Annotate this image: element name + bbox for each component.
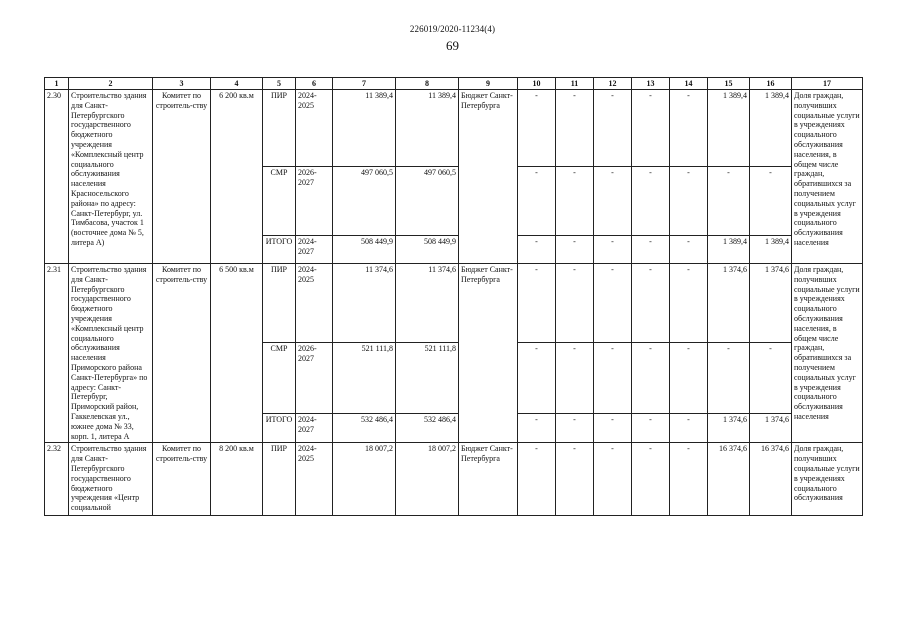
column-header: 14: [670, 78, 708, 90]
amount: -: [594, 167, 632, 236]
period: 2026-2027: [296, 167, 333, 236]
amount: -: [632, 90, 670, 167]
result-indicator: Доля граждан, получивших социальные услуги в учреждениях социального обслуживания: [792, 443, 863, 516]
stage: ИТОГО: [263, 236, 296, 264]
amount: -: [670, 443, 708, 516]
amount: -: [594, 236, 632, 264]
document-number: 226019/2020-11234(4): [409, 24, 496, 34]
column-header: 1: [45, 78, 69, 90]
amount: 1 374,6: [750, 414, 792, 443]
capacity: 8 200 кв.м: [211, 443, 263, 516]
period: 2024-2025: [296, 90, 333, 167]
column-header: 15: [708, 78, 750, 90]
amount: -: [518, 414, 556, 443]
total-amount: 497 060,5: [333, 167, 396, 236]
amount: -: [750, 167, 792, 236]
amount: -: [632, 414, 670, 443]
funding-source: Бюджет Санкт-Петербурга: [459, 90, 518, 264]
stage: ПИР: [263, 264, 296, 343]
row-number: 2.30: [45, 90, 69, 264]
amount: -: [556, 414, 594, 443]
amount: -: [556, 167, 594, 236]
column-header: 7: [333, 78, 396, 90]
amount: 1 389,4: [750, 236, 792, 264]
amount: -: [594, 264, 632, 343]
table-row: [45, 264, 863, 343]
stage: СМР: [263, 167, 296, 236]
amount: -: [632, 236, 670, 264]
table-row: [45, 443, 863, 516]
column-header: 16: [750, 78, 792, 90]
amount: -: [594, 343, 632, 414]
object-name: Строительство здания для Санкт-Петербургского государственного бюджетного учреждения «Центр социальной: [69, 443, 153, 516]
column-header: 8: [396, 78, 459, 90]
stage: ПИР: [263, 90, 296, 167]
amount: -: [632, 264, 670, 343]
amount: 521 111,8: [396, 343, 459, 414]
amount: -: [594, 90, 632, 167]
amount: -: [594, 414, 632, 443]
total-amount: 11 389,4: [333, 90, 396, 167]
amount: -: [670, 343, 708, 414]
column-header: 3: [153, 78, 211, 90]
amount: -: [518, 264, 556, 343]
page-number: 69: [446, 38, 459, 53]
header-row: [45, 78, 863, 90]
period: 2024-2027: [296, 414, 333, 443]
object-name: Строительство здания для Санкт-Петербургского государственного бюджетного учреждения «Комплексный центр социального обслуживания населения Приморского района Санкт-Петербурга» по адресу: Санкт-Петербург, Приморский район, Гаккелевская ул., южнее дома № 33, корп. 1, литера А: [69, 264, 153, 443]
amount: 508 449,9: [396, 236, 459, 264]
customer: Комитет по строитель-ству: [153, 443, 211, 516]
capacity: 6 200 кв.м: [211, 90, 263, 264]
column-header: 6: [296, 78, 333, 90]
funding-source: Бюджет Санкт-Петербурга: [459, 264, 518, 443]
total-amount: 508 449,9: [333, 236, 396, 264]
amount: -: [556, 264, 594, 343]
row-number: 2.32: [45, 443, 69, 516]
total-amount: 521 111,8: [333, 343, 396, 414]
amount: -: [556, 343, 594, 414]
period: 2024-2027: [296, 236, 333, 264]
stage: СМР: [263, 343, 296, 414]
amount: -: [670, 264, 708, 343]
column-header: 17: [792, 78, 863, 90]
result-indicator: Доля граждан, получивших социальные услуги в учреждениях социального обслуживания населения, в общем числе граждан, обратившихся за получением социальных услуг в учреждения социального обслуживания населения: [792, 264, 863, 443]
object-name: Строительство здания для Санкт-Петербургского государственного бюджетного учреждения «Комплексный центр социального обслуживания населения Красносельского района» по адресу: Санкт-Петербург, ул. Тимбасова, участок 1 (восточнее дома № 5, литера А): [69, 90, 153, 264]
amount: -: [518, 90, 556, 167]
amount: -: [670, 414, 708, 443]
amount: -: [708, 167, 750, 236]
amount: 1 389,4: [708, 90, 750, 167]
total-amount: 11 374,6: [333, 264, 396, 343]
amount: -: [632, 167, 670, 236]
amount: -: [670, 167, 708, 236]
result-indicator: Доля граждан, получивших социальные услуги в учреждениях социального обслуживания населения, в общем числе граждан, обратившихся за получением социальных услуг в учреждения социального обслуживания населения: [792, 90, 863, 264]
amount: -: [518, 167, 556, 236]
amount: -: [708, 343, 750, 414]
funding-source: Бюджет Санкт-Петербурга: [459, 443, 518, 516]
amount: -: [750, 343, 792, 414]
table-row: [45, 90, 863, 167]
column-header: 4: [211, 78, 263, 90]
capacity: 6 500 кв.м: [211, 264, 263, 443]
column-header: 10: [518, 78, 556, 90]
total-amount: 532 486,4: [333, 414, 396, 443]
amount: 1 389,4: [750, 90, 792, 167]
amount: -: [518, 443, 556, 516]
amount: -: [632, 343, 670, 414]
amount: 1 374,6: [750, 264, 792, 343]
column-header: 5: [263, 78, 296, 90]
customer: Комитет по строитель-ству: [153, 264, 211, 443]
amount: 532 486,4: [396, 414, 459, 443]
amount: -: [632, 443, 670, 516]
column-header: 9: [459, 78, 518, 90]
amount: -: [556, 443, 594, 516]
period: 2024-2025: [296, 443, 333, 516]
amount: -: [556, 236, 594, 264]
amount: 1 374,6: [708, 264, 750, 343]
amount: -: [518, 343, 556, 414]
amount: 1 374,6: [708, 414, 750, 443]
amount: -: [670, 90, 708, 167]
amount: -: [594, 443, 632, 516]
column-header: 2: [69, 78, 153, 90]
amount: 18 007,2: [396, 443, 459, 516]
amount: 1 389,4: [708, 236, 750, 264]
amount: 497 060,5: [396, 167, 459, 236]
amount: 16 374,6: [708, 443, 750, 516]
period: 2026-2027: [296, 343, 333, 414]
total-amount: 18 007,2: [333, 443, 396, 516]
column-header: 11: [556, 78, 594, 90]
amount: -: [518, 236, 556, 264]
stage: ИТОГО: [263, 414, 296, 443]
customer: Комитет по строитель-ству: [153, 90, 211, 264]
amount: 11 389,4: [396, 90, 459, 167]
column-header: 13: [632, 78, 670, 90]
amount: 16 374,6: [750, 443, 792, 516]
stage: ПИР: [263, 443, 296, 516]
row-number: 2.31: [45, 264, 69, 443]
program-table: [44, 77, 863, 516]
column-header: 12: [594, 78, 632, 90]
period: 2024-2025: [296, 264, 333, 343]
amount: -: [670, 236, 708, 264]
amount: -: [556, 90, 594, 167]
amount: 11 374,6: [396, 264, 459, 343]
